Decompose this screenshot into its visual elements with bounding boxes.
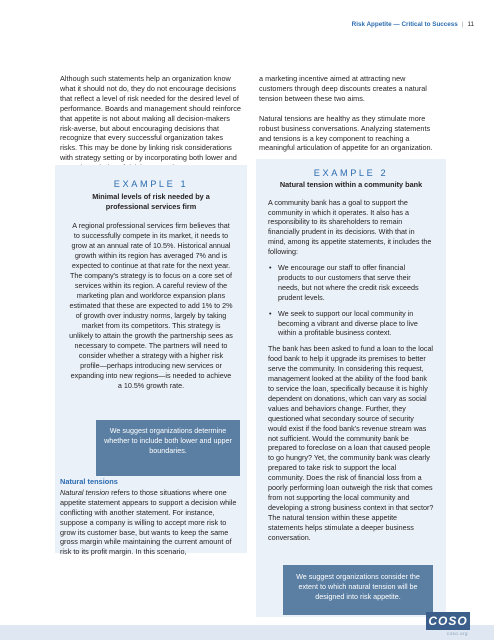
natural-tensions-section — [60, 477, 240, 557]
right-paragraph-1: a marketing incentive aimed at attracting new customers through deep discounts creates a natural tension between these two aims. — [259, 74, 427, 103]
coso-logo: COSO — [426, 612, 470, 630]
running-header — [352, 21, 474, 28]
right-paragraph-2: Natural tensions are healthy as they stimulate more robust business conversations. Analyzing statements and tensions is a key component to reaching a meaningful articulation of appetite for an organization. — [259, 113, 433, 153]
natural-tensions-heading: Natural tensions — [60, 477, 118, 486]
example-2-label: EXAMPLE 2 — [313, 168, 389, 178]
example-2-title: Natural tension within a community bank — [279, 180, 423, 189]
example-1-callout: We suggest organizations determine whether to include both lower and upper boundaries. — [96, 420, 240, 476]
example-1-body: A regional professional services firm believes that to successfully compete in its market, it needs to grow at an annual rate of 10.5%. Historical annual growth within its region has averaged 7% and is expected to continue at that rate for the next year. The company's strategy is to focus on a core set of services within its region. A careful review of the marketing plan and workforce expansion plans estimated that these are expected to add 1% to 2% of growth over industry norms, largely by taking market from its competitors. This strategy is unlikely to attain the growth the partnership sees as necessary to compete. The partners will need to consider whether a strategy with a higher risk profile—perhaps introducing new services or expanding into new regions—is needed to achieve a 10.5% growth rate. — [69, 221, 233, 391]
list-item: • We seek to support our local community in becoming a vibrant and diverse place to live within a profitable business context. — [268, 309, 434, 339]
example-2-body: The bank has been asked to fund a loan to the local food bank to help it upgrade its premises to better serve the community. In considering this request, management looked at the ability of the food bank to service the loan, specifically because it is highly dependent on donations, which can vary as social values and behaviors change. Further, they questioned what secondary source of security would exist if the food bank's revenue stream was not sufficient. Would the community bank be prepared to foreclose on a loan that caused people to go hungry? Yet, the community bank was clearly prepared to take risk to support the local community. Does the risk of financial loss from a poorly performing loan outweigh the risk that comes from not supporting the local community and developing a strong business context in that sector? The natural tension within these appetite statements helps stimulate a deeper business conversation. — [268, 344, 434, 542]
footer-band — [0, 625, 494, 640]
example-1-label: EXAMPLE 1 — [113, 179, 189, 189]
header-title: Risk Appetite — Critical to Success — [351, 21, 458, 28]
natural-tension-term: Natural tension — [60, 487, 110, 497]
header-separator: | — [461, 21, 464, 28]
right-column-text — [259, 74, 437, 153]
appetite-statements-list — [268, 263, 434, 338]
example-2-intro — [268, 198, 434, 339]
example-2-box — [256, 159, 446, 617]
example-1-title: Minimal levels of risk needed by a professional services firm — [92, 192, 210, 211]
natural-tensions-text: refers to those situations where one appetite statement appears to support a decision while conflicting with another statement. For instance, suppose a company is willing to accept more risk to grow its customer base, but wants to keep the same gross margin while maintaining the current amount of risk to its profit margin. In this scenario, — [60, 487, 237, 557]
list-item: • We encourage our staff to offer financial products to our customers that serve their needs, but not where the credit risk exceeds prudent levels. — [268, 263, 434, 303]
example-2-callout: We suggest organizations consider the extent to which natural tension will be designed into risk appetite. — [283, 565, 433, 615]
footer-url: coso.org — [446, 631, 468, 636]
page-number: 11 — [467, 21, 474, 28]
natural-tensions-paragraph — [60, 488, 240, 557]
intro-paragraph: Although such statements help an organization know what it should not do, they do not encourage decisions that reflect a level of risk needed for the desired level of performance. Boards and management should reinforce that appetite is not about making all decision-makers risk-averse, but about encouraging decisions that recognize that every successful organization takes risks. This may be done by linking risk considerations with strategy setting or by incorporating both lower and — [60, 74, 241, 163]
left-column-intro — [60, 74, 242, 173]
example-2-intro-text: A community bank has a goal to support the community in which it operates. It also has a responsibility to its shareholders to remain financially prudent in its decisions. With that in mind, among its appetite statements, it includes the following: — [268, 197, 432, 257]
